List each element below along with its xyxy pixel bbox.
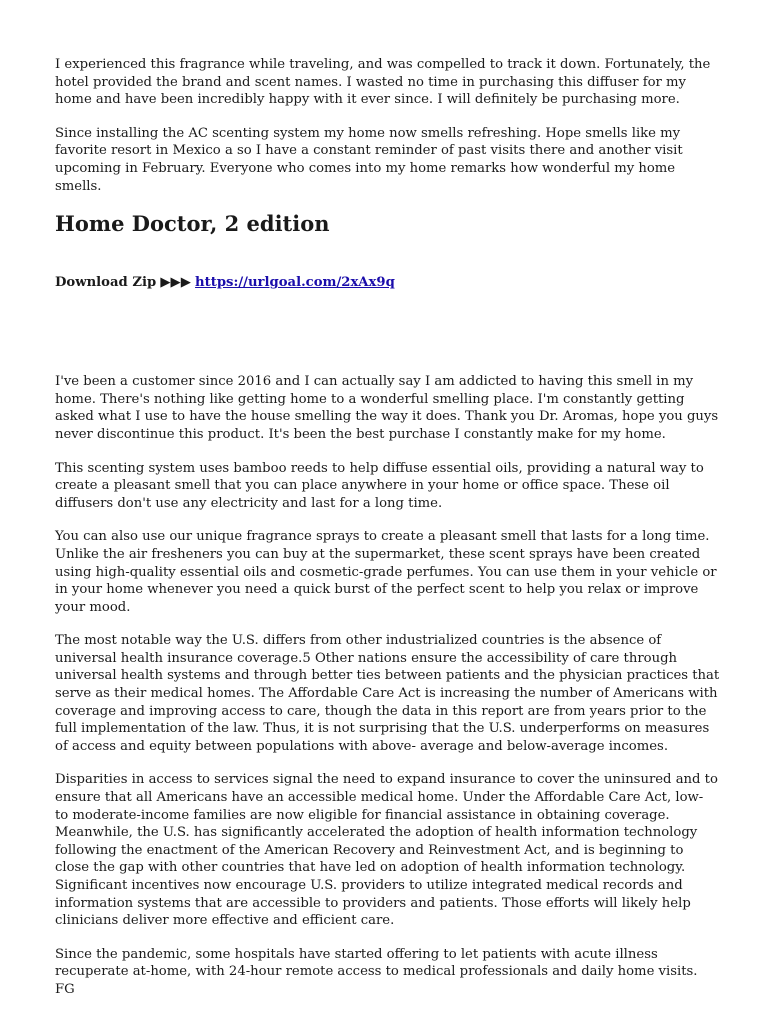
paragraph-bamboo-reeds: This scenting system uses bamboo reeds to help diffuse essential oils, providing a natural way to create a pleasant smell that you can place anywhere in your home or office space. These oil diffusers don't use any electricity and last for a long time. [55, 460, 704, 511]
paragraph-fragrance-sprays: You can also use our unique fragrance sprays to create a pleasant smell that lasts for a long time. Unlike the air fresheners you can buy at the supermarket, these scent sprays have been created using high-quality essential oils and cosmetic-grade perfumes. You can use them in your vehicle or in your home whenever you need a quick burst of the perfect scent to help you relax or improve your mood. [55, 529, 717, 615]
download-label: Download Zip [55, 275, 157, 291]
download-link[interactable]: https://urlgoal.com/2xAx9q [195, 275, 395, 291]
paragraph-customer-since-2016: I've been a customer since 2016 and I can actually say I am addicted to having this smell in my home. There's nothing like getting home to a wonderful smelling place. I'm constantly getting asked what I use to have the house smelling the way it does. Thank you Dr. Aromas, hope you guys never discontinue this product. It's been the best purchase I constantly make for my home. [55, 374, 719, 442]
paragraph-universal-coverage: The most notable way the U.S. differs from other industrialized countries is the absence of universal health insurance coverage.5 Other nations ensure the accessibility of care through universal health systems and through better ties between patients and the physician practices that serve as their medical homes. The Affordable Care Act is increasing the number of Americans with coverage and improving access to care, though the data in this report are from years prior to the full implementation of the law. Thus, it is not surprising that the U.S. underperforms on measures of access and equity between populations with above- average and below-average incomes. [55, 633, 720, 754]
arrow-icons: ▶▶▶ [160, 275, 191, 291]
spacer [55, 334, 720, 373]
document-page [55, 56, 720, 1015]
page-title: Home Doctor, 2 edition [55, 211, 330, 237]
paragraph-ac-scenting: Since installing the AC scenting system my home now smells refreshing. Hope smells like my favorite resort in Mexico a so I have a constant reminder of past visits there and another visit upcoming in February. Everyone who comes into my home remarks how wonderful my home smells. [55, 125, 683, 194]
download-line [55, 274, 720, 334]
paragraph-access-disparities: Disparities in access to services signal the need to expand insurance to cover the uninsured and to ensure that all Americans have an accessible medical home. Under the Affordable Care Act, low- to moderate-income families are now eligible for financial assistance in obtaining coverage. Meanwhile, the U.S. has significantly accelerated the adoption of health information technology following the enactment of the American Recovery and Reinvestment Act, and is beginning to close the gap with other countries that have led on adoption of health information technology. Significant incentives now encourage U.S. providers to utilize integrated medical records and information systems that are accessible to providers and patients. Those efforts will likely help clinicians deliver more effective and efficient care. [55, 772, 718, 929]
paragraph-pandemic-home-care: Since the pandemic, some hospitals have started offering to let patients with acute illness recuperate at-home, with 24-hour remote access to medical professionals and daily home visits. FG [55, 946, 698, 997]
paragraph-fragrance-travel: I experienced this fragrance while traveling, and was compelled to track it down. Fortunately, the hotel provided the brand and scent names. I wasted no time in purchasing this diffuser for my home and have been incredibly happy with it ever since. I will definitely be purchasing more. [55, 57, 711, 108]
